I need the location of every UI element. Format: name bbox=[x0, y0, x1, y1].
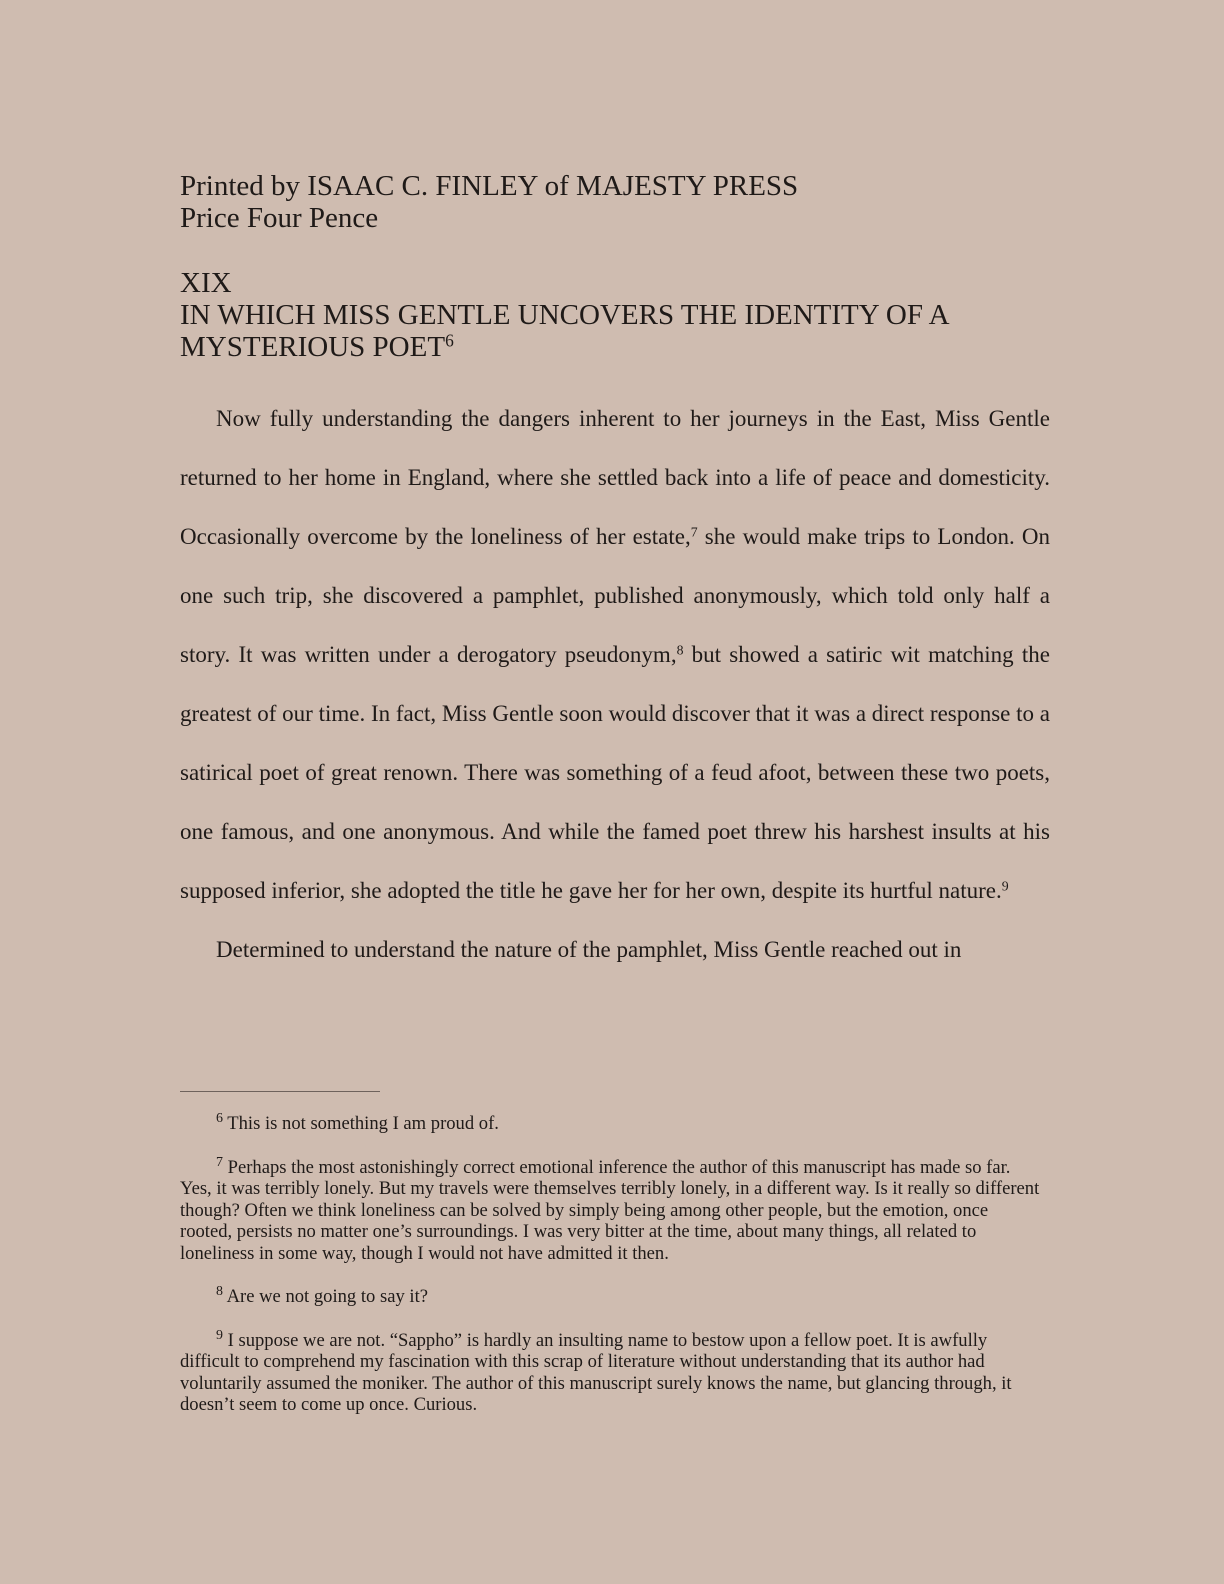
footnote-text: Perhaps the most astonishingly correct emotional inference the author of this manuscript has made so far. Yes, it was terribly lonely. But my travels were themselves terribly lonely, in a different way. Is it really so different though? Often we think loneliness can be solved by simply being among other people, but the emotion, once rooted, persists no matter one’s surroundings. I was very bitter at the time, about many things, all related to loneliness in some way, though I would not have admitted it then. bbox=[180, 1156, 1040, 1264]
footnote-ref-6[interactable]: 6 bbox=[445, 330, 454, 351]
footnote-ref-9[interactable]: 9 bbox=[1001, 878, 1009, 894]
chapter-heading bbox=[180, 267, 1050, 363]
price-line: Price Four Pence bbox=[180, 202, 379, 234]
paragraph-1 bbox=[180, 389, 1050, 920]
footnote-text: I suppose we are not. “Sappho” is hardly an insulting name to bestow upon a fellow poet. It is awfully difficult to comprehend my fascination with this scrap of literature without understanding that its author had voluntarily assumed the moniker. The author of this manuscript surely knows the name, but glancing through, it doesn’t seem to come up once. Curious. bbox=[180, 1329, 1012, 1415]
footnote-7 bbox=[180, 1154, 1042, 1265]
footnote-8 bbox=[180, 1286, 1042, 1308]
footnote-ref-7[interactable]: 7 bbox=[690, 524, 698, 540]
paragraph-1-seg2: she would make trips to London. On one such trip, she discovered a pamphlet, published anonymously, which told only half a story. It was written under a derogatory pseudonym, bbox=[180, 524, 1050, 667]
paragraph-1-seg1: Now fully understanding the dangers inherent to her journeys in the East, Miss Gentle returned to her home in England, where she settled back into a life of peace and domesticity. Occasionally overcome by the loneliness of her estate, bbox=[180, 406, 1050, 549]
footnote-6 bbox=[180, 1113, 1042, 1135]
footnote-9 bbox=[180, 1327, 1042, 1416]
footnote-ref-8[interactable]: 8 bbox=[676, 642, 684, 658]
chapter-numeral: XIX bbox=[180, 267, 232, 299]
paragraph-1-seg3: but showed a satiric wit matching the greatest of our time. In fact, Miss Gentle soon would discover that it was a direct response to a satirical poet of great renown. There was something of a feud afoot, between these two poets, one famous, and one anonymous. And while the famed poet threw his harshest insults at his supposed inferior, she adopted the title he gave her for her own, despite its hurtful nature. bbox=[180, 642, 1050, 903]
chapter-title-line2 bbox=[180, 331, 1050, 363]
footnote-number: 9 bbox=[216, 1327, 223, 1343]
footnote-divider bbox=[180, 1091, 380, 1092]
chapter-title-text: MYSTERIOUS POET bbox=[180, 331, 446, 363]
footnote-number: 7 bbox=[216, 1154, 223, 1170]
footnote-text: Are we not going to say it? bbox=[226, 1286, 428, 1307]
paragraph-2: Determined to understand the nature of the pamphlet, Miss Gentle reached out in bbox=[216, 937, 962, 962]
footnote-number: 6 bbox=[216, 1111, 223, 1127]
body-text bbox=[180, 389, 1050, 979]
chapter-title-line1: IN WHICH MISS GENTLE UNCOVERS THE IDENTITY OF A bbox=[180, 299, 950, 331]
footnote-number: 8 bbox=[216, 1284, 223, 1300]
imprint bbox=[180, 170, 1050, 234]
footnotes bbox=[180, 1113, 1042, 1438]
page-content bbox=[180, 170, 1050, 979]
footnote-text: This is not something I am proud of. bbox=[227, 1113, 499, 1134]
printer-line: Printed by ISAAC C. FINLEY of MAJESTY PRESS bbox=[180, 170, 799, 202]
